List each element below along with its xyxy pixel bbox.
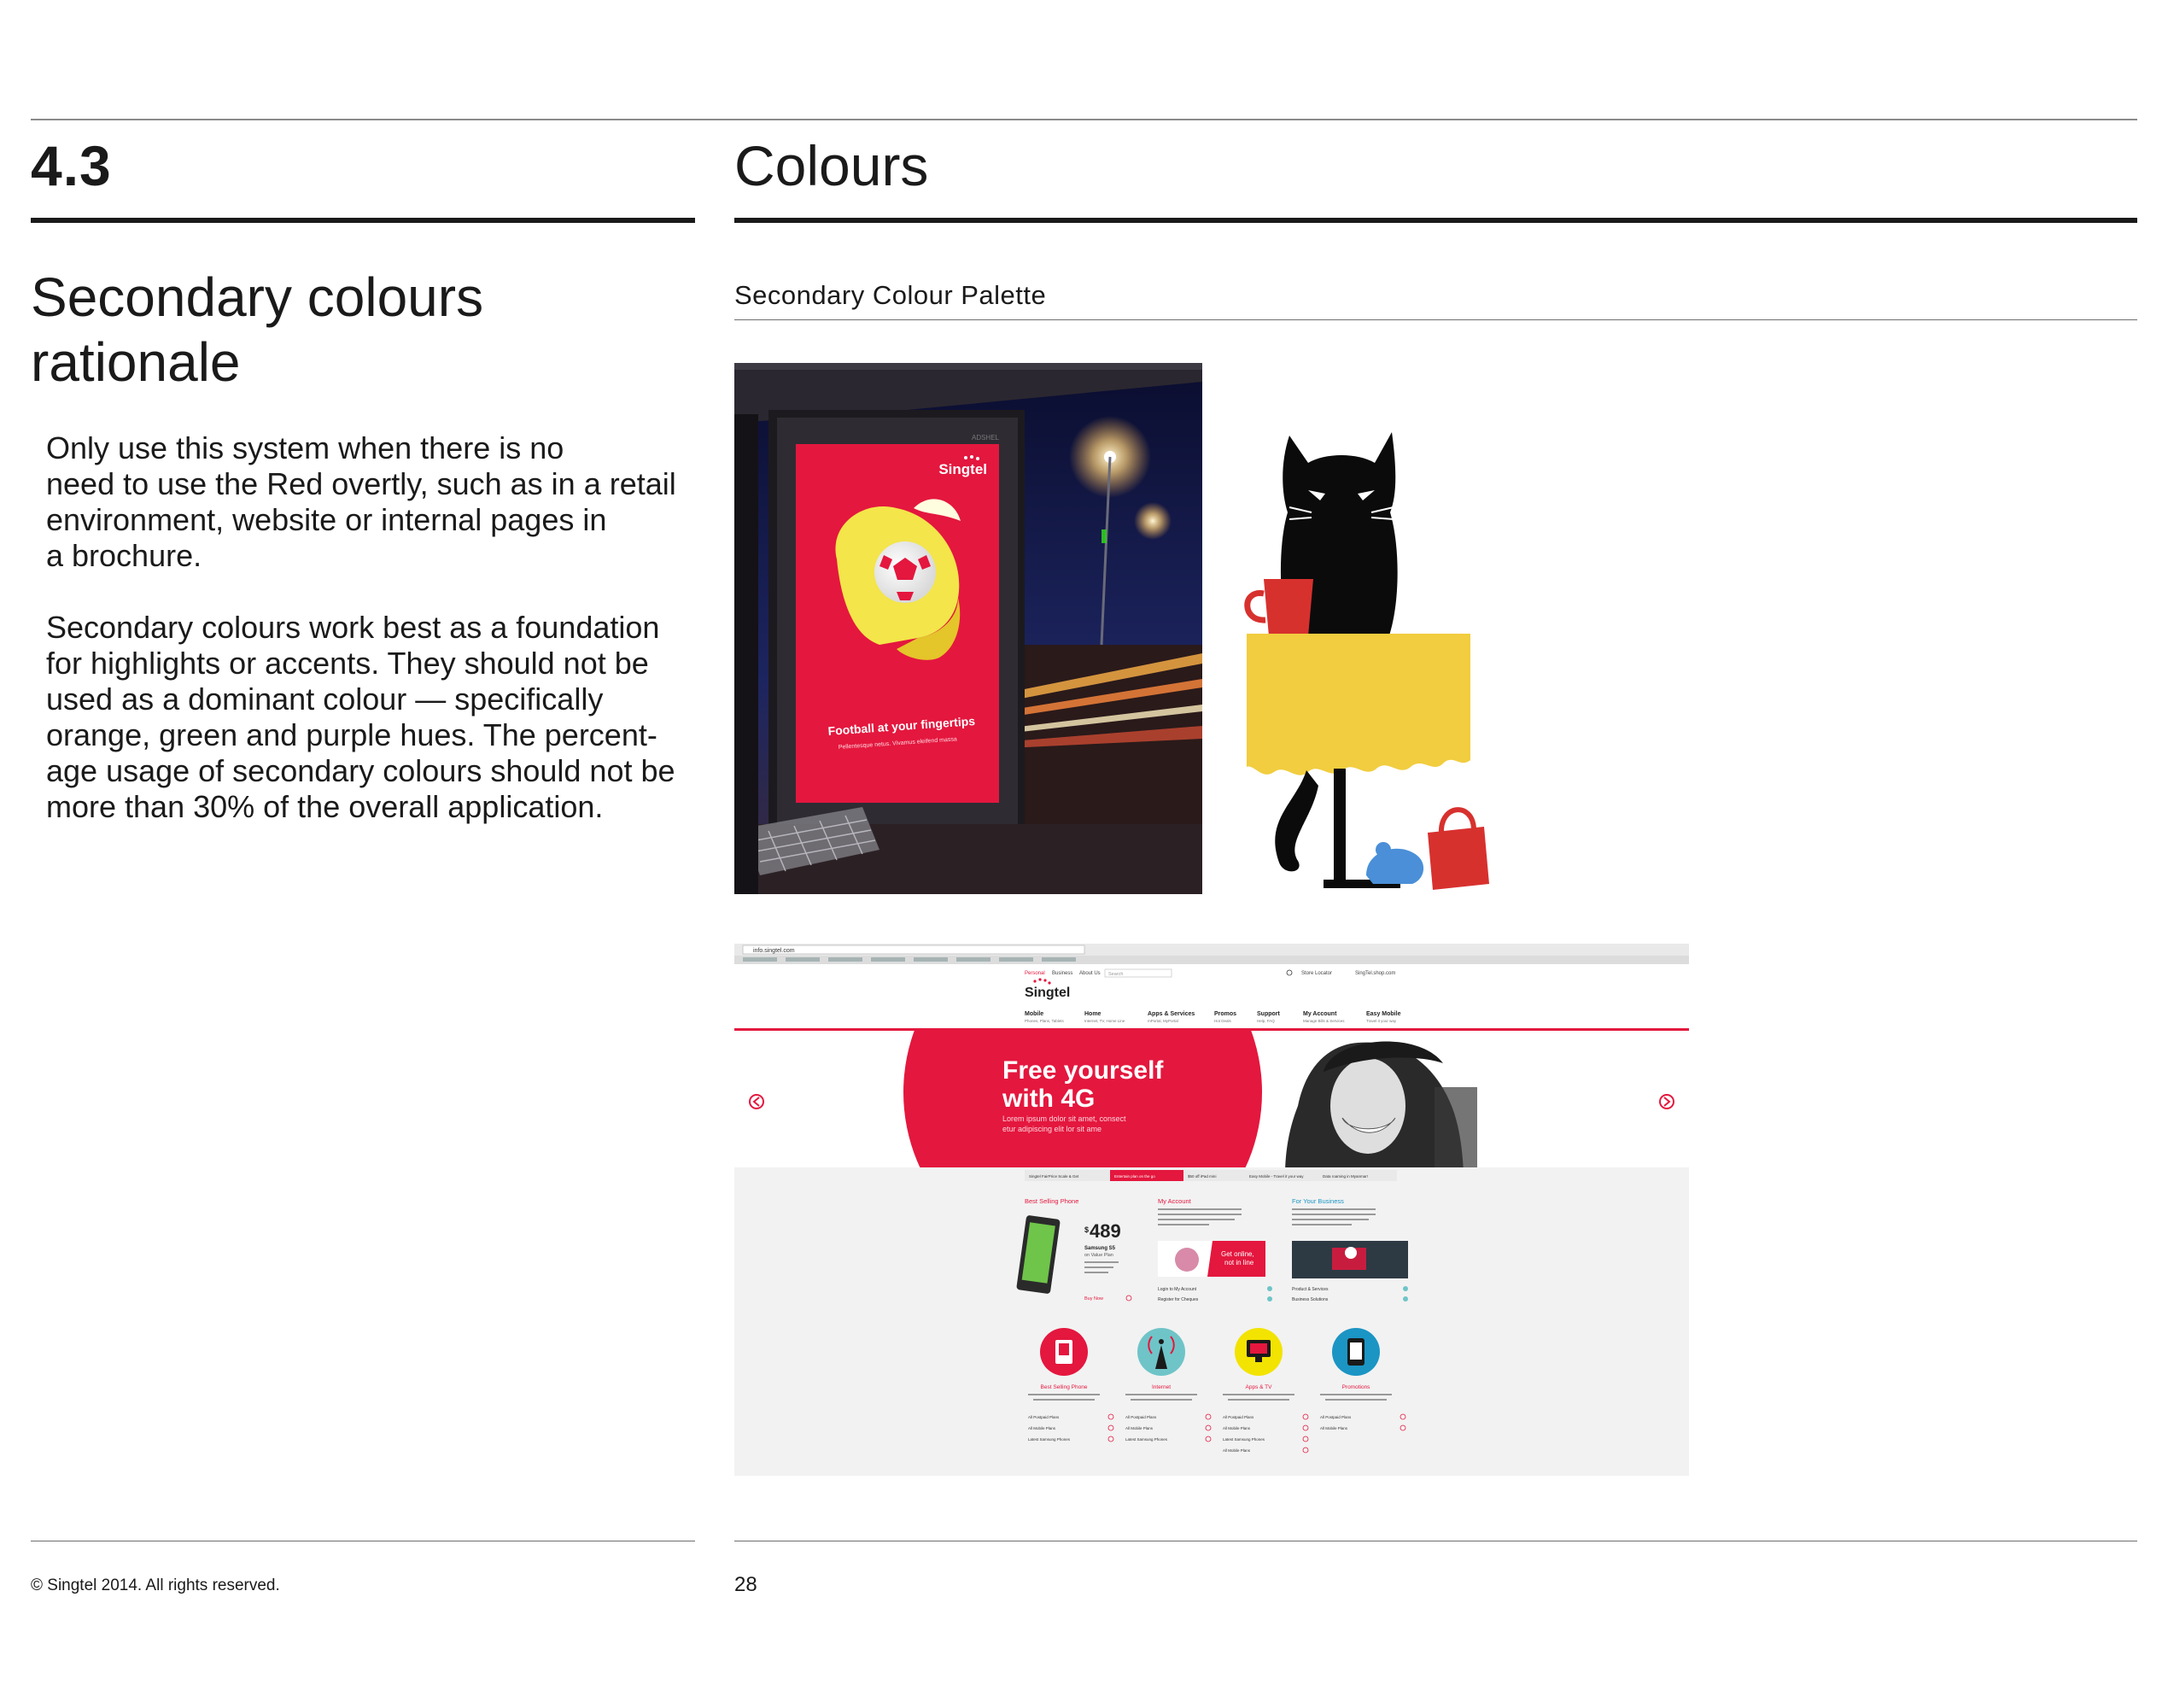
section-link[interactable]: All Postpaid Plans	[1125, 1415, 1157, 1419]
section-link[interactable]: All Mobile Plans	[1223, 1426, 1251, 1430]
paragraph2-line: age usage of secondary colours should not be	[46, 753, 675, 788]
nav-apps[interactable]: Apps & Services	[1148, 1011, 1195, 1017]
nav-mobile-sub: Phones, Plans, Tablets	[1025, 1019, 1064, 1023]
section-title: Colours	[734, 134, 929, 197]
top-link-business[interactable]: Business	[1052, 971, 1073, 976]
bus-shelter-billboard-photo	[734, 363, 1202, 894]
hero-tab-label: Data roaming in Myanmar!	[1323, 1174, 1369, 1179]
rationale-paragraph-1	[46, 430, 695, 574]
billboard-subline: Pellentesque netus. Vivamus eleifend massa	[838, 736, 957, 751]
nav-my-account-sub: Manage Bills & Services	[1303, 1019, 1345, 1023]
my-account-banner-line2: not in line	[1224, 1259, 1254, 1266]
mobile-icon	[1347, 1338, 1364, 1366]
rationale-heading-line2: rationale	[31, 331, 241, 393]
store-locator-link[interactable]: Store Locator	[1301, 971, 1333, 976]
hero-body-line1: Lorem ipsum dolor sit amet, consect	[1002, 1114, 1126, 1123]
section-link[interactable]: All Mobile Plans	[1320, 1426, 1348, 1430]
nav-easy-mobile[interactable]: Easy Mobile	[1366, 1011, 1401, 1017]
hero-title-line2: with 4G	[1002, 1085, 1096, 1113]
section-number: 4.3	[31, 134, 112, 197]
business-link[interactable]: Business Solutions	[1292, 1297, 1329, 1302]
nav-support[interactable]: Support	[1257, 1011, 1280, 1017]
rationale-paragraph-2	[46, 610, 695, 825]
billboard-frame-text: ADSHEL	[971, 434, 999, 442]
site-logo[interactable]: Singtel	[1025, 986, 1071, 1000]
nav-easy-mobile-sub: Travel it your way	[1366, 1019, 1397, 1023]
paragraph2-line: Secondary colours work best as a foundation	[46, 610, 660, 645]
price-currency: $	[1084, 1225, 1090, 1234]
hero-tab-label: $50 off iPad mini	[1188, 1174, 1217, 1179]
hero-tab-label: Easy Mobile - Travel it your way	[1249, 1174, 1304, 1179]
subheading-rule	[734, 319, 2137, 320]
price-value: 489	[1090, 1220, 1121, 1242]
best-selling-title: Best Selling Phone	[1025, 1197, 1079, 1205]
section-link[interactable]: All Mobile Plans	[1125, 1426, 1154, 1430]
paragraph1-line: need to use the Red overtly, such as in a retail	[46, 466, 676, 501]
nav-apps-sub: mPortal, MyPortal	[1148, 1019, 1178, 1023]
billboard-brand: Singtel	[938, 461, 987, 477]
top-rule	[31, 119, 2137, 120]
business-title: For Your Business	[1292, 1197, 1344, 1205]
paragraph2-line: orange, green and purple hues. The percent-	[46, 717, 657, 752]
nav-mobile[interactable]: Mobile	[1025, 1011, 1044, 1017]
my-account-banner-line1: Get online,	[1221, 1250, 1254, 1258]
section-link[interactable]: Latest Samsung Phones	[1028, 1437, 1071, 1442]
top-link-about[interactable]: About Us	[1079, 971, 1101, 976]
left-heading-rule	[31, 218, 695, 223]
section-link[interactable]: Latest Samsung Phones	[1223, 1437, 1265, 1442]
paragraph2-line: more than 30% of the overall application.	[46, 789, 604, 824]
paragraph2-line: for highlights or accents. They should not be	[46, 646, 649, 681]
account-link[interactable]: SingTel.shop.com	[1355, 971, 1396, 976]
phone-name: Samsung S5	[1084, 1246, 1116, 1251]
search-icon[interactable]	[1287, 970, 1292, 975]
hero-tab-label: Singtel FairPrice Scale & Get	[1029, 1174, 1079, 1179]
my-account-link[interactable]: Register for Cheques	[1158, 1297, 1199, 1302]
copyright-text: © Singtel 2014. All rights reserved.	[31, 1576, 280, 1594]
my-account-link[interactable]: Login to My Account	[1158, 1287, 1197, 1292]
nav-home[interactable]: Home	[1084, 1011, 1102, 1017]
page-number: 28	[734, 1573, 757, 1596]
icon-section-title: Apps & TV	[1245, 1384, 1272, 1390]
paragraph1-line: a brochure.	[46, 538, 202, 573]
search-placeholder: Search	[1108, 972, 1124, 977]
section-link[interactable]: All Mobile Plans	[1028, 1426, 1056, 1430]
cat-illustration	[1230, 418, 1511, 897]
paragraph2-line: used as a dominant colour — specifically	[46, 681, 604, 717]
business-link[interactable]: Product & Services	[1292, 1287, 1329, 1292]
right-heading-rule	[734, 218, 2137, 223]
palette-subheading: Secondary Colour Palette	[734, 280, 1047, 310]
section-link[interactable]: All Mobile Plans	[1223, 1448, 1251, 1453]
hero-tab-label: Entertain plan on the go	[1114, 1174, 1155, 1179]
section-link[interactable]: All Postpaid Plans	[1320, 1415, 1352, 1419]
section-link[interactable]: Latest Samsung Phones	[1125, 1437, 1168, 1442]
website-screenshot	[734, 944, 1689, 1476]
icon-section-title: Promotions	[1341, 1384, 1370, 1390]
section-link[interactable]: All Postpaid Plans	[1223, 1415, 1254, 1419]
icon-section-title: Internet	[1151, 1384, 1172, 1390]
buy-now-link[interactable]: Buy Now	[1084, 1296, 1104, 1301]
hero-body-line2: etur adipiscing elit lor sit ame	[1002, 1125, 1102, 1133]
browser-url: info.singtel.com	[753, 948, 795, 954]
billboard-headline: Football at your fingertips	[827, 713, 976, 738]
nav-support-sub: Help, FAQ	[1257, 1019, 1275, 1023]
paragraph1-line: Only use this system when there is no	[46, 430, 564, 465]
section-link[interactable]: All Postpaid Plans	[1028, 1415, 1060, 1419]
nav-home-sub: Internet, TV, Home Line	[1084, 1019, 1125, 1023]
phone-plan: on Value Plan	[1084, 1253, 1113, 1258]
rationale-heading	[31, 265, 646, 395]
nav-my-account[interactable]: My Account	[1303, 1011, 1337, 1017]
paragraph1-line: environment, website or internal pages in	[46, 502, 607, 537]
icon-section-title: Best Selling Phone	[1040, 1384, 1088, 1390]
hero-title-line1: Free yourself	[1002, 1056, 1164, 1085]
top-link-personal[interactable]: Personal	[1025, 971, 1045, 976]
nav-promos-sub: Hot Deals	[1214, 1019, 1231, 1023]
nav-promos[interactable]: Promos	[1214, 1011, 1237, 1017]
rationale-heading-line1: Secondary colours	[31, 266, 484, 328]
my-account-title: My Account	[1158, 1197, 1191, 1205]
